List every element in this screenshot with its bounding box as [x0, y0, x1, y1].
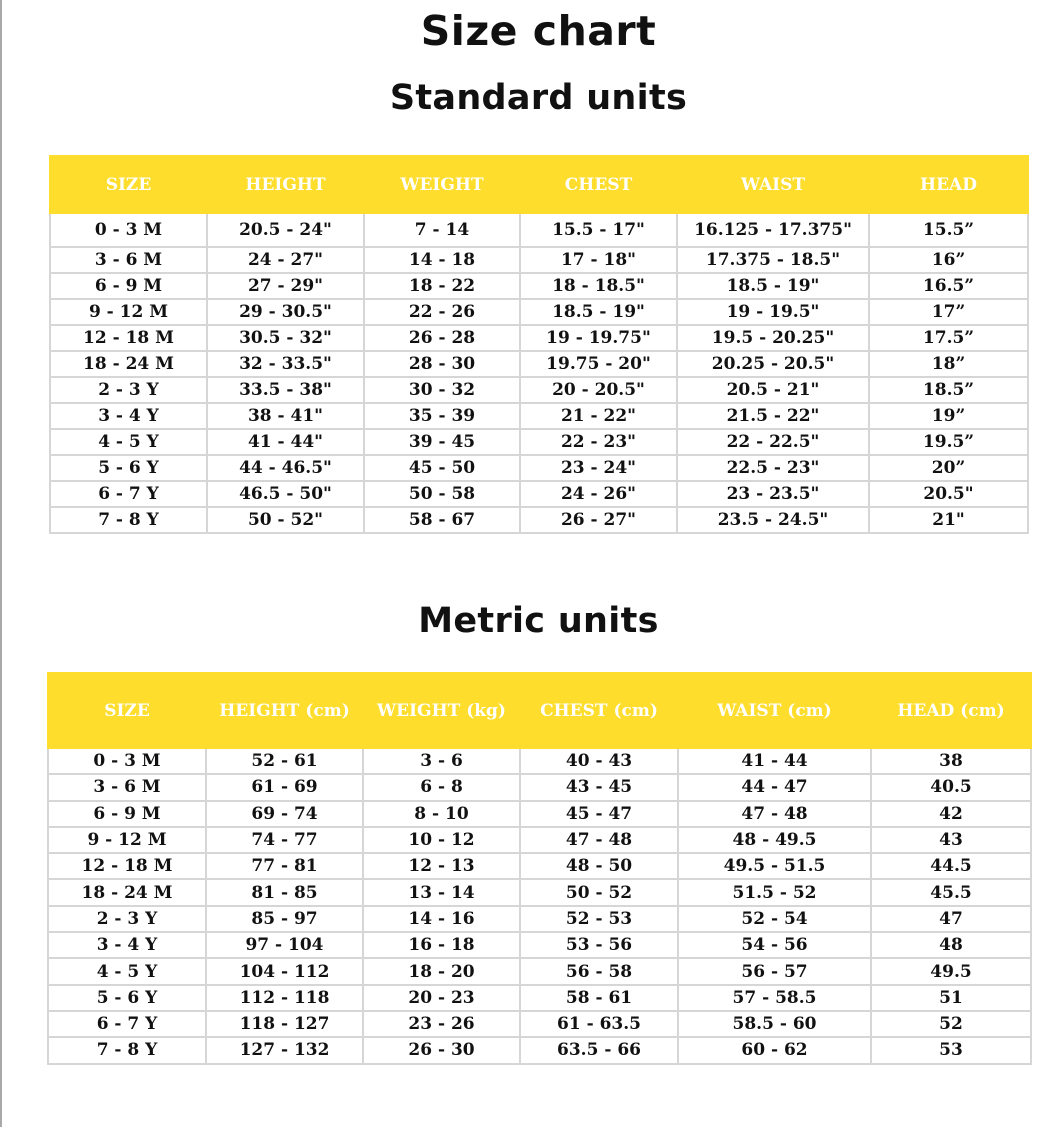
measurement-cell: 48 - 50 [520, 853, 678, 879]
size-cell: 5 - 6 Y [48, 985, 206, 1011]
column-header: HEAD [869, 156, 1028, 213]
measurement-cell: 8 - 10 [363, 801, 520, 827]
column-header: CHEST [520, 156, 677, 213]
column-header: HEIGHT [207, 156, 364, 213]
measurement-cell: 40 - 43 [520, 748, 678, 774]
table-row [50, 351, 1028, 377]
measurement-cell: 58 - 61 [520, 985, 678, 1011]
table-row [48, 1011, 1031, 1037]
size-cell: 4 - 5 Y [50, 429, 207, 455]
measurement-cell: 104 - 112 [206, 958, 363, 984]
measurement-cell: 85 - 97 [206, 906, 363, 932]
measurement-cell: 45 - 50 [364, 455, 520, 481]
measurement-cell: 47 [871, 906, 1031, 932]
measurement-cell: 23 - 24" [520, 455, 677, 481]
size-cell: 3 - 6 M [50, 247, 207, 273]
measurement-cell: 18.5 - 19" [677, 273, 869, 299]
measurement-cell: 35 - 39 [364, 403, 520, 429]
measurement-cell: 3 - 6 [363, 748, 520, 774]
column-header: CHEST (cm) [520, 673, 678, 748]
measurement-cell: 112 - 118 [206, 985, 363, 1011]
measurement-cell: 23.5 - 24.5" [677, 507, 869, 533]
measurement-cell: 43 - 45 [520, 774, 678, 800]
table-header-row [48, 673, 1031, 748]
size-cell: 18 - 24 M [48, 879, 206, 905]
measurement-cell: 29 - 30.5" [207, 299, 364, 325]
measurement-cell: 15.5” [869, 213, 1028, 247]
measurement-cell: 26 - 28 [364, 325, 520, 351]
measurement-cell: 27 - 29" [207, 273, 364, 299]
measurement-cell: 74 - 77 [206, 827, 363, 853]
size-cell: 3 - 4 Y [48, 932, 206, 958]
table-row [48, 879, 1031, 905]
measurement-cell: 58 - 67 [364, 507, 520, 533]
size-cell: 0 - 3 M [48, 748, 206, 774]
measurement-cell: 16.125 - 17.375" [677, 213, 869, 247]
measurement-cell: 33.5 - 38" [207, 377, 364, 403]
measurement-cell: 69 - 74 [206, 801, 363, 827]
measurement-cell: 24 - 26" [520, 481, 677, 507]
measurement-cell: 21 - 22" [520, 403, 677, 429]
size-cell: 2 - 3 Y [48, 906, 206, 932]
measurement-cell: 41 - 44" [207, 429, 364, 455]
measurement-cell: 48 - 49.5 [678, 827, 871, 853]
column-header: WAIST (cm) [678, 673, 871, 748]
size-cell: 6 - 7 Y [48, 1011, 206, 1037]
measurement-cell: 15.5 - 17" [520, 213, 677, 247]
measurement-cell: 19” [869, 403, 1028, 429]
left-edge-rule [0, 0, 2, 1127]
size-cell: 5 - 6 Y [50, 455, 207, 481]
size-cell: 6 - 7 Y [50, 481, 207, 507]
page-title: Size chart [420, 7, 657, 55]
column-header: WEIGHT [364, 156, 520, 213]
size-cell: 7 - 8 Y [48, 1037, 206, 1063]
measurement-cell: 16.5” [869, 273, 1028, 299]
measurement-cell: 52 [871, 1011, 1031, 1037]
measurement-cell: 19 - 19.75" [520, 325, 677, 351]
measurement-cell: 77 - 81 [206, 853, 363, 879]
metric-size-table [47, 672, 1032, 1065]
measurement-cell: 52 - 54 [678, 906, 871, 932]
table-row [50, 429, 1028, 455]
measurement-cell: 38 - 41" [207, 403, 364, 429]
measurement-cell: 16 - 18 [363, 932, 520, 958]
measurement-cell: 13 - 14 [363, 879, 520, 905]
table-row [48, 774, 1031, 800]
measurement-cell: 44.5 [871, 853, 1031, 879]
measurement-cell: 20.5 - 21" [677, 377, 869, 403]
measurement-cell: 45 - 47 [520, 801, 678, 827]
measurement-cell: 18 - 18.5" [520, 273, 677, 299]
table-row [50, 403, 1028, 429]
size-cell: 7 - 8 Y [50, 507, 207, 533]
size-cell: 3 - 6 M [48, 774, 206, 800]
metric-units-heading: Metric units [418, 601, 659, 641]
measurement-cell: 56 - 58 [520, 958, 678, 984]
table-row [48, 827, 1031, 853]
table-row [48, 958, 1031, 984]
measurement-cell: 44 - 46.5" [207, 455, 364, 481]
measurement-cell: 20 - 20.5" [520, 377, 677, 403]
measurement-cell: 41 - 44 [678, 748, 871, 774]
measurement-cell: 6 - 8 [363, 774, 520, 800]
measurement-cell: 14 - 18 [364, 247, 520, 273]
measurement-cell: 39 - 45 [364, 429, 520, 455]
table-row [48, 985, 1031, 1011]
measurement-cell: 19.5” [869, 429, 1028, 455]
column-header: HEAD (cm) [871, 673, 1031, 748]
table-row [50, 481, 1028, 507]
measurement-cell: 52 - 53 [520, 906, 678, 932]
column-header: SIZE [50, 156, 207, 213]
measurement-cell: 10 - 12 [363, 827, 520, 853]
measurement-cell: 19.5 - 20.25" [677, 325, 869, 351]
table-row [50, 455, 1028, 481]
table-row [48, 932, 1031, 958]
measurement-cell: 19 - 19.5" [677, 299, 869, 325]
measurement-cell: 43 [871, 827, 1031, 853]
measurement-cell: 22 - 22.5" [677, 429, 869, 455]
measurement-cell: 50 - 52" [207, 507, 364, 533]
table-row [50, 299, 1028, 325]
table-row [50, 377, 1028, 403]
measurement-cell: 42 [871, 801, 1031, 827]
size-cell: 2 - 3 Y [50, 377, 207, 403]
measurement-cell: 12 - 13 [363, 853, 520, 879]
measurement-cell: 61 - 63.5 [520, 1011, 678, 1037]
measurement-cell: 40.5 [871, 774, 1031, 800]
measurement-cell: 21.5 - 22" [677, 403, 869, 429]
size-cell: 6 - 9 M [50, 273, 207, 299]
measurement-cell: 20 - 23 [363, 985, 520, 1011]
measurement-cell: 26 - 27" [520, 507, 677, 533]
table-row [48, 906, 1031, 932]
measurement-cell: 61 - 69 [206, 774, 363, 800]
measurement-cell: 56 - 57 [678, 958, 871, 984]
measurement-cell: 18.5” [869, 377, 1028, 403]
measurement-cell: 49.5 [871, 958, 1031, 984]
table-row [48, 748, 1031, 774]
table-row [50, 247, 1028, 273]
table-row [50, 213, 1028, 247]
measurement-cell: 28 - 30 [364, 351, 520, 377]
measurement-cell: 127 - 132 [206, 1037, 363, 1063]
measurement-cell: 20.25 - 20.5" [677, 351, 869, 377]
measurement-cell: 18 - 20 [363, 958, 520, 984]
measurement-cell: 48 [871, 932, 1031, 958]
measurement-cell: 54 - 56 [678, 932, 871, 958]
measurement-cell: 18.5 - 19" [520, 299, 677, 325]
measurement-cell: 19.75 - 20" [520, 351, 677, 377]
measurement-cell: 18” [869, 351, 1028, 377]
size-cell: 9 - 12 M [50, 299, 207, 325]
table-row [48, 1037, 1031, 1063]
table-row [50, 325, 1028, 351]
measurement-cell: 16” [869, 247, 1028, 273]
measurement-cell: 47 - 48 [678, 801, 871, 827]
measurement-cell: 23 - 26 [363, 1011, 520, 1037]
measurement-cell: 60 - 62 [678, 1037, 871, 1063]
measurement-cell: 44 - 47 [678, 774, 871, 800]
measurement-cell: 7 - 14 [364, 213, 520, 247]
measurement-cell: 23 - 23.5" [677, 481, 869, 507]
table-row [50, 273, 1028, 299]
measurement-cell: 30 - 32 [364, 377, 520, 403]
measurement-cell: 21" [869, 507, 1028, 533]
measurement-cell: 22 - 23" [520, 429, 677, 455]
measurement-cell: 32 - 33.5" [207, 351, 364, 377]
measurement-cell: 49.5 - 51.5 [678, 853, 871, 879]
measurement-cell: 30.5 - 32" [207, 325, 364, 351]
measurement-cell: 51.5 - 52 [678, 879, 871, 905]
measurement-cell: 63.5 - 66 [520, 1037, 678, 1063]
measurement-cell: 53 - 56 [520, 932, 678, 958]
measurement-cell: 24 - 27" [207, 247, 364, 273]
measurement-cell: 52 - 61 [206, 748, 363, 774]
measurement-cell: 38 [871, 748, 1031, 774]
size-cell: 18 - 24 M [50, 351, 207, 377]
size-cell: 6 - 9 M [48, 801, 206, 827]
measurement-cell: 58.5 - 60 [678, 1011, 871, 1037]
measurement-cell: 118 - 127 [206, 1011, 363, 1037]
table-row [48, 801, 1031, 827]
measurement-cell: 17.375 - 18.5" [677, 247, 869, 273]
size-cell: 0 - 3 M [50, 213, 207, 247]
table-header-row [50, 156, 1028, 213]
standard-size-table [49, 155, 1029, 534]
measurement-cell: 17.5” [869, 325, 1028, 351]
measurement-cell: 46.5 - 50" [207, 481, 364, 507]
measurement-cell: 22 - 26 [364, 299, 520, 325]
column-header: WEIGHT (kg) [363, 673, 520, 748]
column-header: WAIST [677, 156, 869, 213]
measurement-cell: 18 - 22 [364, 273, 520, 299]
standard-units-heading: Standard units [389, 78, 688, 118]
measurement-cell: 17” [869, 299, 1028, 325]
measurement-cell: 20” [869, 455, 1028, 481]
measurement-cell: 17 - 18" [520, 247, 677, 273]
measurement-cell: 20.5" [869, 481, 1028, 507]
measurement-cell: 81 - 85 [206, 879, 363, 905]
measurement-cell: 47 - 48 [520, 827, 678, 853]
measurement-cell: 50 - 58 [364, 481, 520, 507]
size-cell: 9 - 12 M [48, 827, 206, 853]
measurement-cell: 51 [871, 985, 1031, 1011]
measurement-cell: 45.5 [871, 879, 1031, 905]
measurement-cell: 57 - 58.5 [678, 985, 871, 1011]
size-cell: 12 - 18 M [50, 325, 207, 351]
size-cell: 12 - 18 M [48, 853, 206, 879]
column-header: HEIGHT (cm) [206, 673, 363, 748]
size-cell: 4 - 5 Y [48, 958, 206, 984]
size-cell: 3 - 4 Y [50, 403, 207, 429]
column-header: SIZE [48, 673, 206, 748]
measurement-cell: 14 - 16 [363, 906, 520, 932]
measurement-cell: 22.5 - 23" [677, 455, 869, 481]
measurement-cell: 50 - 52 [520, 879, 678, 905]
measurement-cell: 26 - 30 [363, 1037, 520, 1063]
measurement-cell: 53 [871, 1037, 1031, 1063]
table-row [50, 507, 1028, 533]
measurement-cell: 20.5 - 24" [207, 213, 364, 247]
table-row [48, 853, 1031, 879]
measurement-cell: 97 - 104 [206, 932, 363, 958]
